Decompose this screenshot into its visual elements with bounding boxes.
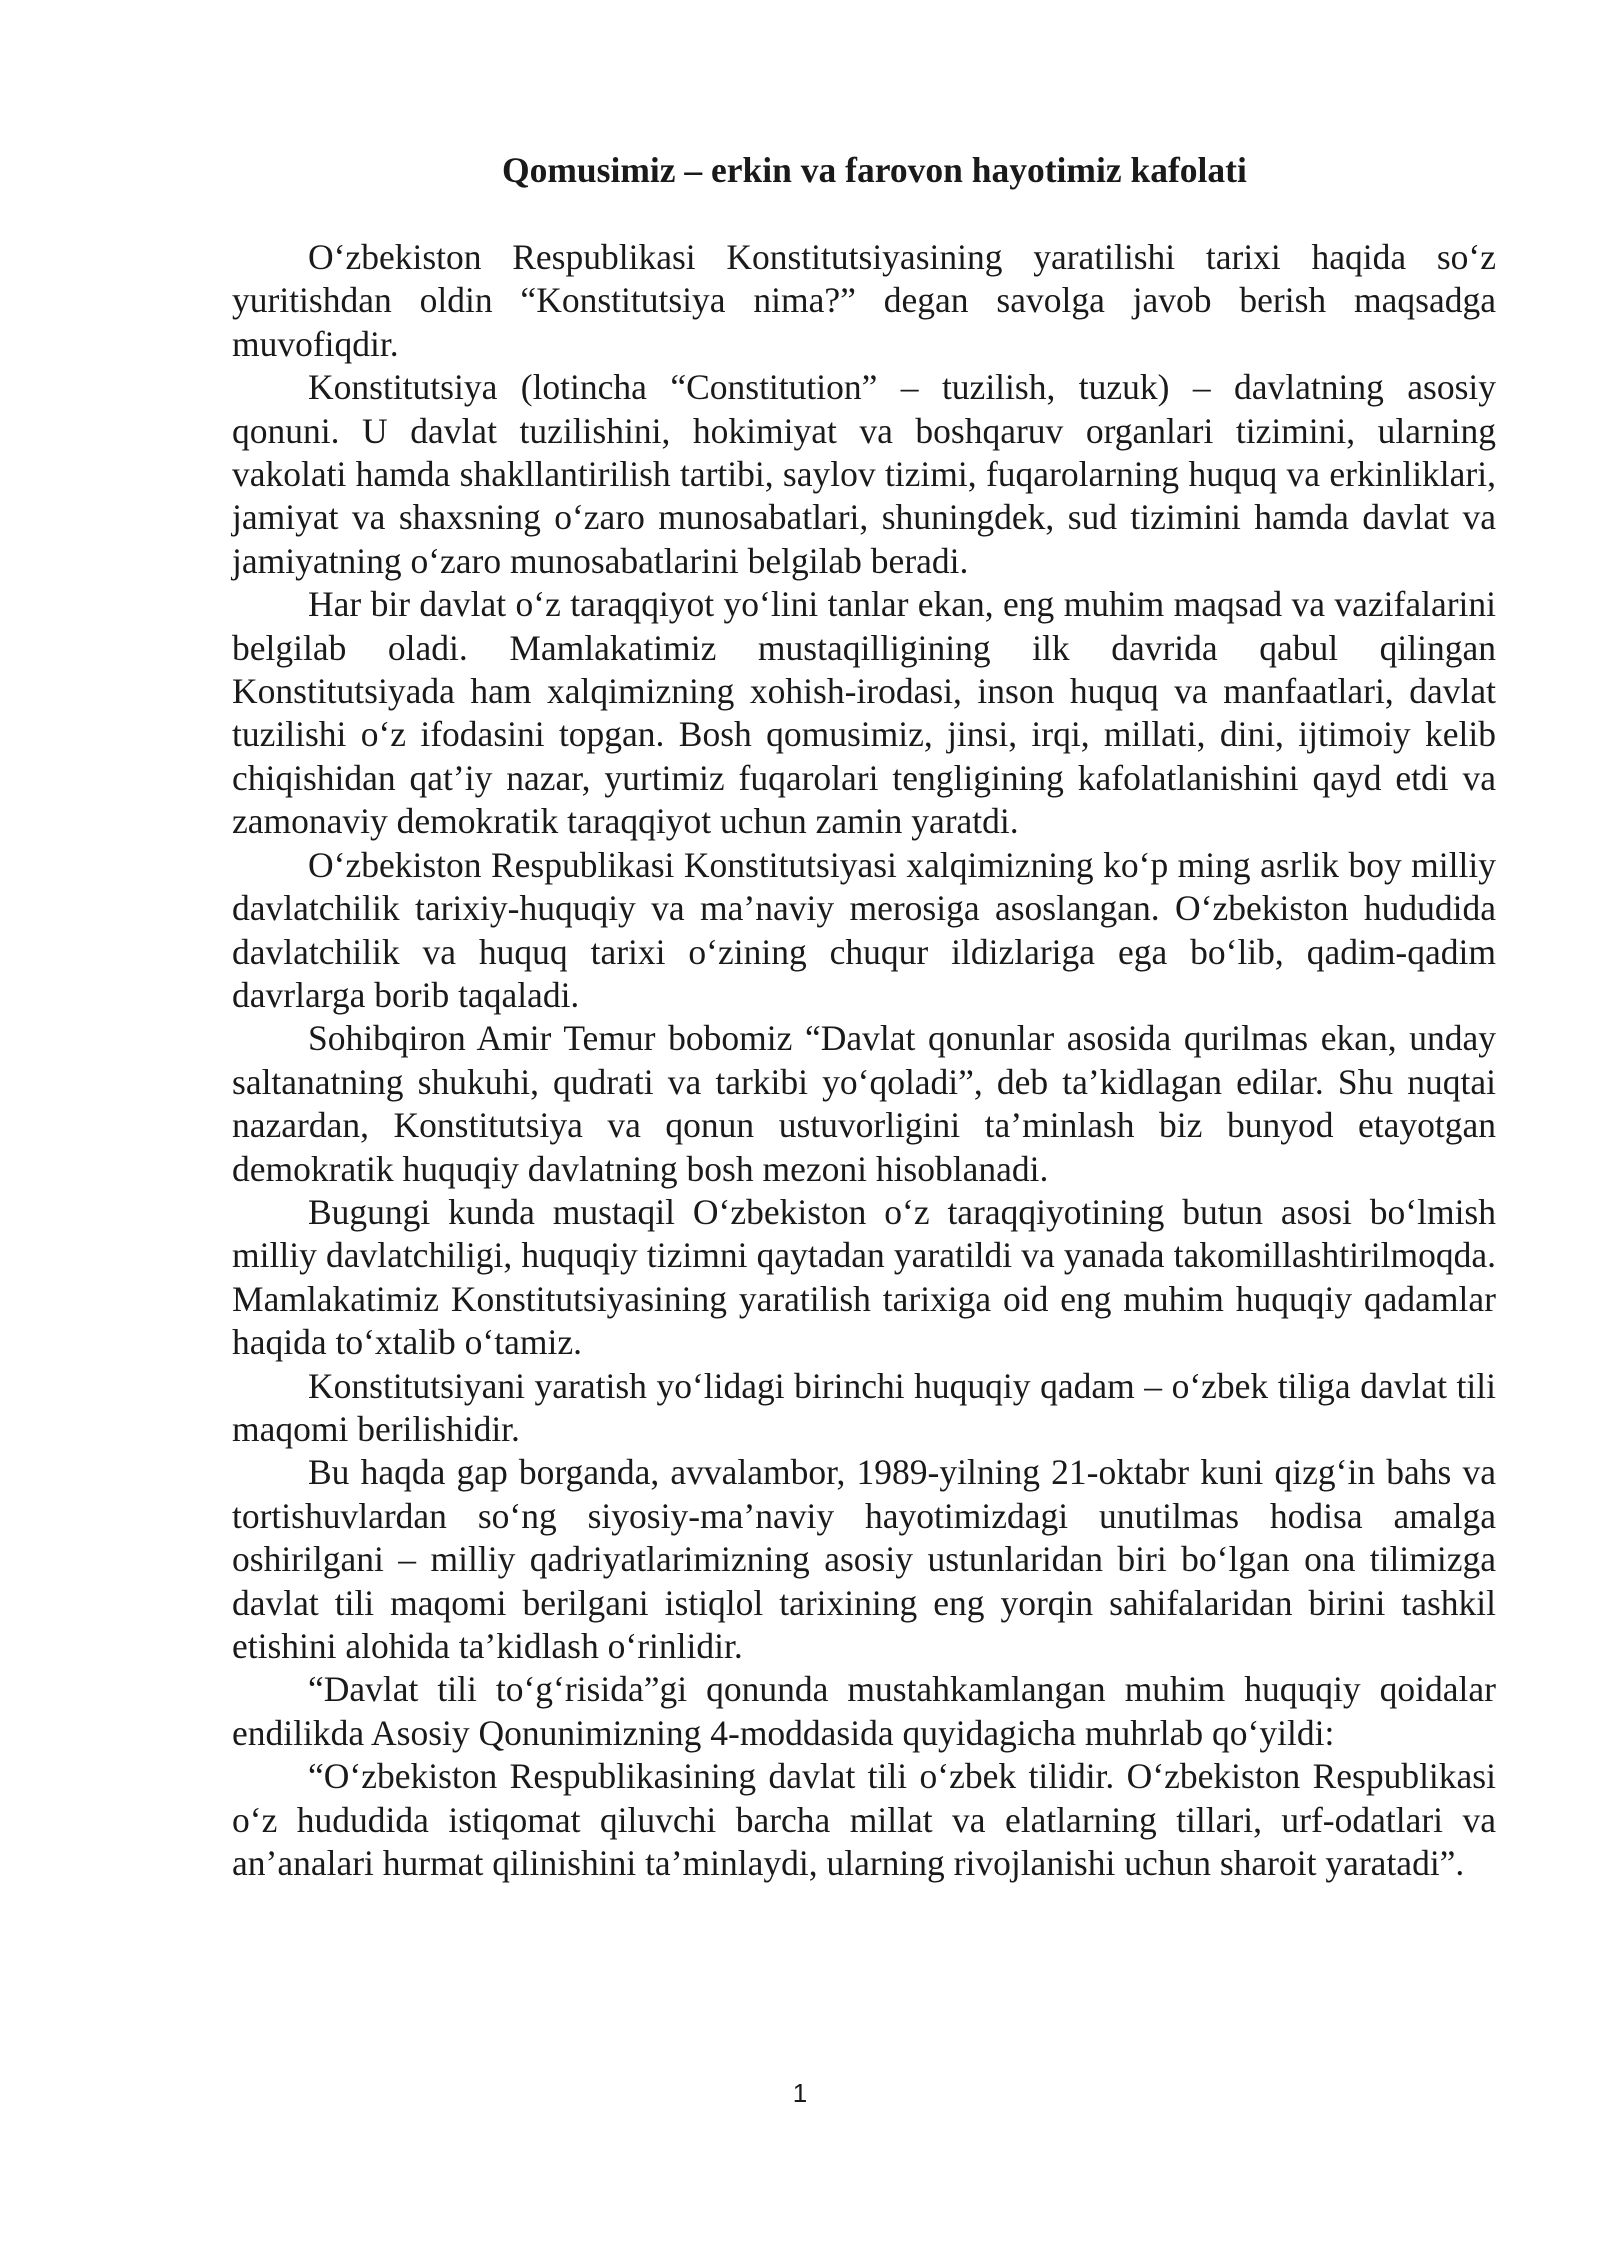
paragraph: O‘zbekiston Respublikasi Konstitutsiyasining yaratilishi tarixi haqida so‘z yuritishdan oldin “Konstitutsiya nima?” degan savolga javob berish maqsadga muvofiqdir. <box>232 237 1496 364</box>
paragraph: Konstitutsiya (lotincha “Constitution” – tuzilish, tuzuk) – davlatning asosiy qonuni. U davlat tuzilishini, hokimiyat va boshqaruv organlari tizimini, ularning vakolati hamda shakllantirilish tartibi, saylov tizimi, fuqarolarning huquq va erkinliklari, jamiyat va shaxsning o‘zaro munosabatlari, shuningdek, sud tizimini hamda davlat va jamiyatning o‘zaro munosabatlarini belgilab beradi. <box>232 367 1496 581</box>
paragraph: O‘zbekiston Respublikasi Konstitutsiyasi xalqimizning ko‘p ming asrlik boy milliy davlatchilik tarixiy-huquqiy va ma’naviy merosiga asoslangan. O‘zbekiston hududida davlatchilik va huquq tarixi o‘zining chuqur ildizlariga ega bo‘lib, qadim-qadim davrlarga borib taqaladi. <box>232 844 1496 1015</box>
paragraph: Konstitutsiyani yaratish yo‘lidagi birinchi huquqiy qadam – o‘zbek tiliga davlat tili maqomi berilishidir. <box>232 1365 1496 1449</box>
paragraph: “O‘zbekiston Respublikasining davlat tili o‘zbek tilidir. O‘zbekiston Respublikasi o‘z hududida istiqomat qiluvchi barcha millat va elatlarning tillari, urf-odatlari va an’analari hurmat qilinishini ta’minlaydi, ularning rivojlanishi uchun sharoit yaratadi”. <box>232 1756 1496 1884</box>
paragraph: Har bir davlat o‘z taraqqiyot yo‘lini tanlar ekan, eng muhim maqsad va vazifalarini belgilab oladi. Mamlakatimiz mustaqilligining ilk davrida qabul qilingan Konstitutsiyada ham xalqimizning xohish-irodasi, inson huquq va manfaatlari, davlat tuzilishi o‘z ifodasini topgan. Bosh qomusimiz, jinsi, irqi, millati, dini, ijtimoiy kelib chiqishidan qat’iy nazar, yurtimiz fuqarolari tengligining kafolatlanishini qayd etdi va zamonaviy demokratik taraqqiyot uchun zamin yaratdi. <box>232 584 1496 842</box>
paragraph: Bugungi kunda mustaqil O‘zbekiston o‘z taraqqiyotining butun asosi bo‘lmish milliy davlatchiligi, huquqiy tizimni qaytadan yaratildi va yanada takomillashtirilmoqda. Mamlakatimiz Konstitutsiyasining yaratilish tarixiga oid eng muhim huquqiy qadamlar haqida to‘xtalib o‘tamiz. <box>232 1191 1496 1363</box>
paragraph: “Davlat tili to‘g‘risida”gi qonunda mustahkamlangan muhim huquqiy qoidalar endilikda Asosiy Qonunimizning 4-moddasida quyidagicha muhrlab qo‘yildi: <box>232 1669 1496 1753</box>
document-page <box>232 148 1496 1885</box>
document-title: Qomusimiz – erkin va farovon hayotimiz kafolati <box>502 150 1247 190</box>
paragraph: Sohibqiron Amir Temur bobomiz “Davlat qonunlar asosida qurilmas ekan, unday saltanatning shukuhi, qudrati va tarkibi yo‘qoladi”, deb ta’kidlagan edilar. Shu nuqtai nazardan, Konstitutsiya va qonun ustuvorligini ta’minlash biz bunyod etayotgan demokratik huquqiy davlatning bosh mezoni hisoblanadi. <box>232 1018 1496 1189</box>
document-body <box>232 236 1496 1885</box>
page-number: 1 <box>792 2078 808 2108</box>
paragraph: Bu haqda gap borganda, avvalambor, 1989-yilning 21-oktabr kuni qizg‘in bahs va tortishuvlardan so‘ng siyosiy-ma’naviy hayotimizdagi unutilmas hodisa amalga oshirilgani – milliy qadriyatlarimizning asosiy ustunlaridan biri bo‘lgan ona tilimizga davlat tili maqomi berilgani istiqlol tarixining eng yorqin sahifalaridan birini tashkil etishini alohida ta’kidlash o‘rinlidir. <box>232 1452 1496 1666</box>
